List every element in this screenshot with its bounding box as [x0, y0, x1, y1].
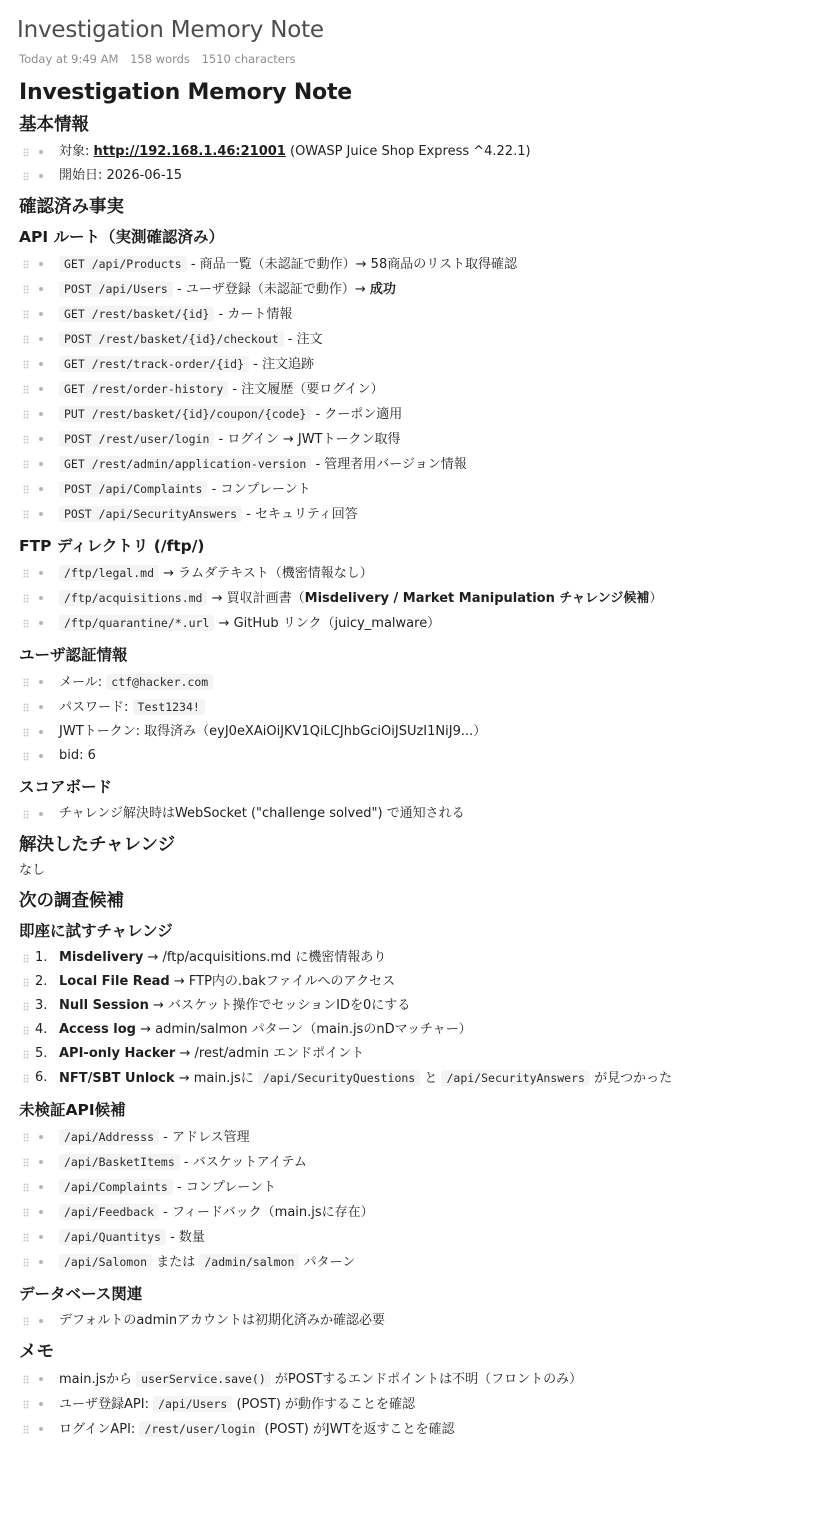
note-meta: [19, 50, 800, 68]
list-item: /api/Feedback - フィードバック（main.jsに存在）: [19, 1200, 800, 1225]
list-item: POST /rest/basket/{id}/checkout - 注文: [19, 327, 800, 352]
bullet-icon: [39, 1260, 43, 1264]
list-item: /ftp/quarantine/*.url → GitHub リンク（juicy_malware）: [19, 611, 800, 636]
drag-handle-icon[interactable]: [23, 1425, 29, 1434]
heading-database: データベース関連: [19, 1285, 143, 1303]
drag-handle-icon[interactable]: [23, 1183, 29, 1192]
drag-handle-icon[interactable]: [23, 954, 29, 963]
drag-handle-icon[interactable]: [23, 1050, 29, 1059]
list-item: /api/BasketItems - バスケットアイテム: [19, 1150, 800, 1175]
heading-next: 次の調査候補: [19, 891, 124, 911]
drag-handle-icon[interactable]: [23, 569, 29, 578]
list-item: /api/Quantitys - 数量: [19, 1225, 800, 1250]
list-item: /api/Addresss - アドレス管理: [19, 1125, 800, 1150]
note-timestamp: Today at 9:49 AM: [19, 52, 119, 66]
bullet-icon: [39, 487, 43, 491]
list-item: main.jsから userService.save() がPOSTするエンドポイントは不明（フロントのみ）: [19, 1367, 800, 1392]
list-item: JWTトークン: 取得済み（eyJ0eXAiOiJKV1QiLCJhbGciOiJSUzI1NiJ9...）: [19, 720, 800, 744]
unverified-list: [19, 1125, 800, 1275]
heading-immediate: 即座に試すチャレンジ: [19, 922, 173, 940]
bullet-icon: [39, 1210, 43, 1214]
drag-handle-icon[interactable]: [23, 335, 29, 344]
bullet-icon: [39, 1235, 43, 1239]
heading-basic-info: 基本情報: [19, 115, 89, 135]
drag-handle-icon[interactable]: [23, 260, 29, 269]
bullet-icon: [39, 174, 43, 178]
list-item: チャレンジ解決時はWebSocket ("challenge solved") で通知される: [19, 802, 800, 826]
note-body[interactable]: [19, 76, 800, 1442]
heading-unverified: 未検証API候補: [19, 1101, 126, 1119]
bullet-icon: [39, 1185, 43, 1189]
drag-handle-icon[interactable]: [23, 978, 29, 987]
doc-heading-1: Investigation Memory Note: [19, 80, 353, 105]
bullet-icon: [39, 680, 43, 684]
drag-handle-icon[interactable]: [23, 1375, 29, 1384]
bullet-icon: [39, 262, 43, 266]
list-item: 6. NFT/SBT Unlock → main.jsに /api/SecurityQuestions と /api/SecurityAnswers が見つかった: [19, 1066, 800, 1091]
bullet-icon: [39, 512, 43, 516]
list-item: GET /rest/basket/{id} - カート情報: [19, 302, 800, 327]
heading-solved: 解決したチャレンジ: [19, 835, 176, 855]
heading-memo: メモ: [19, 1342, 54, 1362]
note-title[interactable]: Investigation Memory Note: [17, 17, 324, 43]
heading-scoreboard: スコアボード: [19, 778, 113, 796]
drag-handle-icon[interactable]: [23, 285, 29, 294]
list-item: /ftp/acquisitions.md → 買収計画書（Misdelivery / Market Manipulation チャレンジ候補）: [19, 586, 800, 611]
drag-handle-icon[interactable]: [23, 1074, 29, 1083]
list-item: 4. Access log → admin/salmon パターン（main.jsのnDマッチャー）: [19, 1018, 800, 1042]
bullet-icon: [39, 596, 43, 600]
list-item: 対象: http://192.168.1.46:21001 (OWASP Juice Shop Express ^4.22.1): [19, 140, 800, 164]
bullet-icon: [39, 412, 43, 416]
bullet-icon: [39, 571, 43, 575]
drag-handle-icon[interactable]: [23, 678, 29, 687]
bullet-icon: [39, 150, 43, 154]
drag-handle-icon[interactable]: [23, 148, 29, 157]
word-count: 158 words: [130, 52, 190, 66]
bullet-icon: [39, 287, 43, 291]
list-item: GET /rest/admin/application-version - 管理者用バージョン情報: [19, 452, 800, 477]
drag-handle-icon[interactable]: [23, 1026, 29, 1035]
scoreboard-list: [19, 802, 800, 826]
target-url-link[interactable]: http://192.168.1.46:21001: [93, 144, 286, 159]
list-item: /api/Salomon または /admin/salmon パターン: [19, 1250, 800, 1275]
drag-handle-icon[interactable]: [23, 310, 29, 319]
api-routes-list: [19, 252, 800, 527]
drag-handle-icon[interactable]: [23, 435, 29, 444]
list-item: PUT /rest/basket/{id}/coupon/{code} - クーポン適用: [19, 402, 800, 427]
list-item: ユーザ登録API: /api/Users (POST) が動作することを確認: [19, 1392, 800, 1417]
drag-handle-icon[interactable]: [23, 510, 29, 519]
list-item: パスワード: Test1234!: [19, 695, 800, 720]
heading-ftp: FTP ディレクトリ (/ftp/): [19, 537, 205, 555]
ftp-list: [19, 561, 800, 636]
list-item: メール: ctf@hacker.com: [19, 670, 800, 695]
list-item: GET /api/Products - 商品一覧（未認証で動作）→ 58商品のリスト取得確認: [19, 252, 800, 277]
drag-handle-icon[interactable]: [23, 385, 29, 394]
list-item: 開始日: 2026-06-15: [19, 164, 800, 188]
drag-handle-icon[interactable]: [23, 410, 29, 419]
bullet-icon: [39, 1402, 43, 1406]
drag-handle-icon[interactable]: [23, 485, 29, 494]
bullet-icon: [39, 754, 43, 758]
drag-handle-icon[interactable]: [23, 460, 29, 469]
basic-info-list: [19, 140, 800, 188]
memo-list: [19, 1367, 800, 1442]
list-item: 1. Misdelivery → /ftp/acquisitions.md に機密情報あり: [19, 946, 800, 970]
drag-handle-icon[interactable]: [23, 810, 29, 819]
auth-list: [19, 670, 800, 768]
drag-handle-icon[interactable]: [23, 1133, 29, 1142]
heading-api-routes: API ルート（実測確認済み）: [19, 228, 225, 246]
database-list: [19, 1309, 800, 1333]
drag-handle-icon[interactable]: [23, 1158, 29, 1167]
drag-handle-icon[interactable]: [23, 1258, 29, 1267]
bullet-icon: [39, 730, 43, 734]
bullet-icon: [39, 437, 43, 441]
list-item: 5. API-only Hacker → /rest/admin エンドポイント: [19, 1042, 800, 1066]
list-item: POST /rest/user/login - ログイン → JWTトークン取得: [19, 427, 800, 452]
drag-handle-icon[interactable]: [23, 360, 29, 369]
drag-handle-icon[interactable]: [23, 728, 29, 737]
bullet-icon: [39, 387, 43, 391]
list-item: 3. Null Session → バスケット操作でセッションIDを0にする: [19, 994, 800, 1018]
list-item: /ftp/legal.md → ラムダテキスト（機密情報なし）: [19, 561, 800, 586]
bullet-icon: [39, 1427, 43, 1431]
drag-handle-icon[interactable]: [23, 1233, 29, 1242]
bullet-icon: [39, 337, 43, 341]
drag-handle-icon[interactable]: [23, 752, 29, 761]
drag-handle-icon[interactable]: [23, 1317, 29, 1326]
drag-handle-icon[interactable]: [23, 703, 29, 712]
list-item: GET /rest/order-history - 注文履歴（要ログイン）: [19, 377, 800, 402]
drag-handle-icon[interactable]: [23, 1208, 29, 1217]
bullet-icon: [39, 462, 43, 466]
list-item: ログインAPI: /rest/user/login (POST) がJWTを返すことを確認: [19, 1417, 800, 1442]
list-item: POST /api/Users - ユーザ登録（未認証で動作）→ 成功: [19, 277, 800, 302]
char-count: 1510 characters: [201, 52, 296, 66]
drag-handle-icon[interactable]: [23, 1002, 29, 1011]
drag-handle-icon[interactable]: [23, 1400, 29, 1409]
list-item: デフォルトのadminアカウントは初期化済みか確認必要: [19, 1309, 800, 1333]
bullet-icon: [39, 1135, 43, 1139]
list-item: POST /api/Complaints - コンプレーント: [19, 477, 800, 502]
list-item: GET /rest/track-order/{id} - 注文追跡: [19, 352, 800, 377]
heading-confirmed: 確認済み事実: [19, 197, 124, 217]
bullet-icon: [39, 362, 43, 366]
bullet-icon: [39, 621, 43, 625]
bullet-icon: [39, 1319, 43, 1323]
immediate-list: [19, 946, 800, 1091]
bullet-icon: [39, 1377, 43, 1381]
list-item: bid: 6: [19, 744, 800, 768]
bullet-icon: [39, 1160, 43, 1164]
solved-text: なし: [19, 863, 46, 878]
bullet-icon: [39, 812, 43, 816]
bullet-icon: [39, 312, 43, 316]
bullet-icon: [39, 705, 43, 709]
list-item: POST /api/SecurityAnswers - セキュリティ回答: [19, 502, 800, 527]
list-item: /api/Complaints - コンプレーント: [19, 1175, 800, 1200]
drag-handle-icon[interactable]: [23, 594, 29, 603]
drag-handle-icon[interactable]: [23, 619, 29, 628]
heading-auth: ユーザ認証情報: [19, 646, 128, 664]
list-item: 2. Local File Read → FTP内の.bakファイルへのアクセス: [19, 970, 800, 994]
drag-handle-icon[interactable]: [23, 172, 29, 181]
